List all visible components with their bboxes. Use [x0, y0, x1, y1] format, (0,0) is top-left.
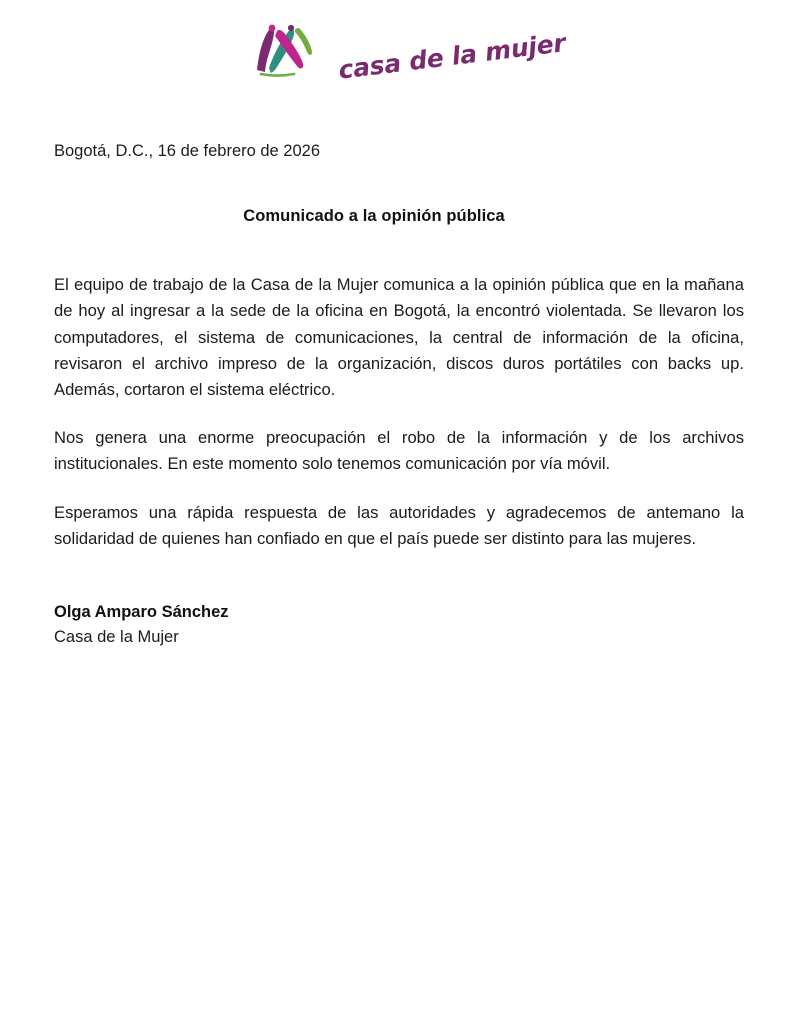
signatory-name: Olga Amparo Sánchez — [54, 602, 229, 621]
logo-wordmark: casa de la mujer — [336, 27, 567, 85]
paragraph-3: Esperamos una rápida respuesta de las autoridades y agradecemos de antemano la solidaridad de quienes han confiado en que el país puede ser distinto para las mujeres. — [54, 502, 744, 548]
casa-de-la-mujer-logo-mark — [249, 22, 335, 78]
paragraph-1: El equipo de trabajo de la Casa de la Mujer comunica a la opinión pública que en la mañana de hoy al ingresar a la sede de la oficina en Bogotá, la encontró violentada. Se llevaron los computadores, el sistema de comunicaciones, la central de información de la oficina, revisaron el archivo impreso de la organización, discos duros portátiles con backs up. Además, cortaron el sistema eléctrico. — [54, 275, 744, 399]
date-line: Bogotá, D.C., 16 de febrero de 2026 — [54, 142, 321, 160]
signatory-organization: Casa de la Mujer — [54, 627, 179, 646]
letter-body — [54, 140, 744, 649]
letterhead — [0, 22, 794, 85]
page-title: Comunicado a la opinión pública — [243, 207, 505, 226]
paragraph-2: Nos genera una enorme preocupación el robo de la información y de los archivos institucionales. En este momento solo tenemos comunicación por vía móvil. — [54, 428, 744, 474]
logo — [249, 22, 567, 85]
signature-block — [54, 600, 744, 650]
